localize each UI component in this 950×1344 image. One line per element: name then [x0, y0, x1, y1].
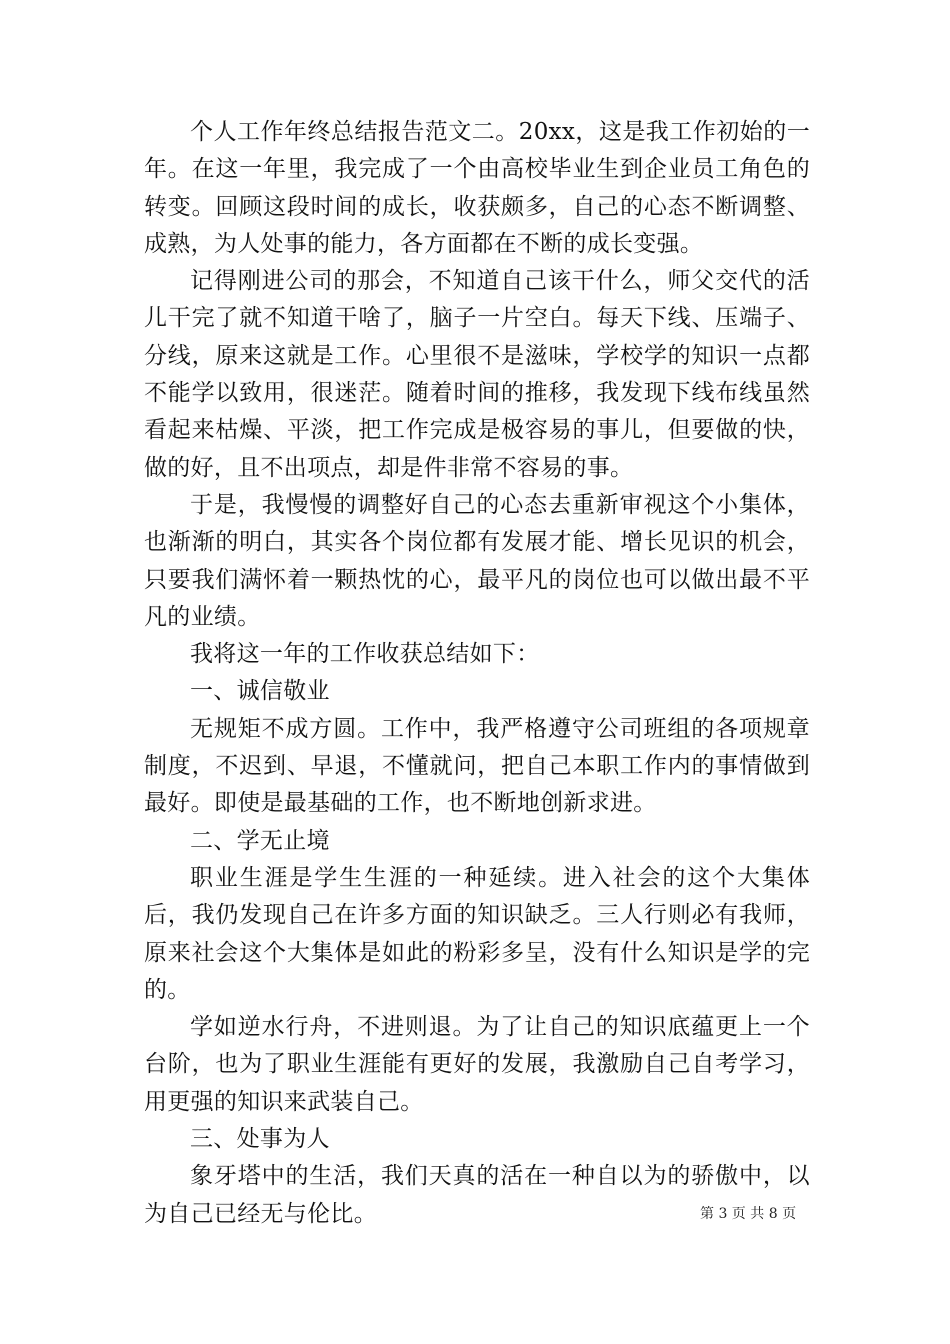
- paragraph-conduct: 象牙塔中的生活，我们天真的活在一种自以为的骄傲中，以为自己已经无与伦比。: [144, 1163, 810, 1227]
- paragraph-attitude: 于是，我慢慢的调整好自己的心态去重新审视这个小集体，也渐渐的明白，其实各个岗位都有发展才能、增长见识的机会，只要我们满怀着一颗热忱的心，最平凡的岗位也可以做出最不平凡的业绩。: [144, 491, 810, 630]
- paragraph-integrity: 无规矩不成方圆。工作中，我严格遵守公司班组的各项规章制度，不迟到、早退，不懂就问，把自己本职工作内的事情做到最好。即使是最基础的工作，也不断地创新求进。: [144, 715, 810, 817]
- paragraph-learning-1: 职业生涯是学生生涯的一种延续。进入社会的这个大集体后，我仍发现自己在许多方面的知识缺乏。三人行则必有我师，原来社会这个大集体是如此的粉彩多呈，没有什么知识是学的完的。: [144, 864, 810, 1003]
- paragraph-summary-lead: 我将这一年的工作收获总结如下：: [190, 641, 540, 668]
- page-number-label: 第 3 页 共 8 页: [700, 1206, 797, 1222]
- document-body: [144, 114, 810, 1233]
- paragraph-intro: 个人工作年终总结报告范文二。20xx，这是我工作初始的一年。在这一年里，我完成了一个由高校毕业生到企业员工角色的转变。回顾这段时间的成长，收获颇多，自己的心态不断调整、成熟，为人处事的能力，各方面都在不断的成长变强。: [144, 119, 810, 257]
- section-heading-learning: 二、学无止境: [190, 827, 330, 854]
- paragraph-learning-2: 学如逆水行舟，不进则退。为了让自己的知识底蕴更上一个台阶，也为了职业生涯能有更好的发展，我激励自己自考学习，用更强的知识来武装自己。: [144, 1014, 810, 1115]
- paragraph-first-days: 记得刚进公司的那会，不知道自己该干什么，师父交代的活儿干完了就不知道干啥了，脑子一片空白。每天下线、压端子、分线，原来这就是工作。心里很不是滋味，学校学的知识一点都不能学以致用，很迷茫。随着时间的推移，我发现下线布线虽然看起来枯燥、平淡，把工作完成是极容易的事儿，但要做的快，做的好，且不出项点，却是件非常不容易的事。: [144, 268, 810, 481]
- page-number-footer: [700, 1205, 850, 1223]
- section-heading-integrity: 一、诚信敬业: [190, 678, 330, 705]
- section-heading-conduct: 三、处事为人: [190, 1126, 330, 1153]
